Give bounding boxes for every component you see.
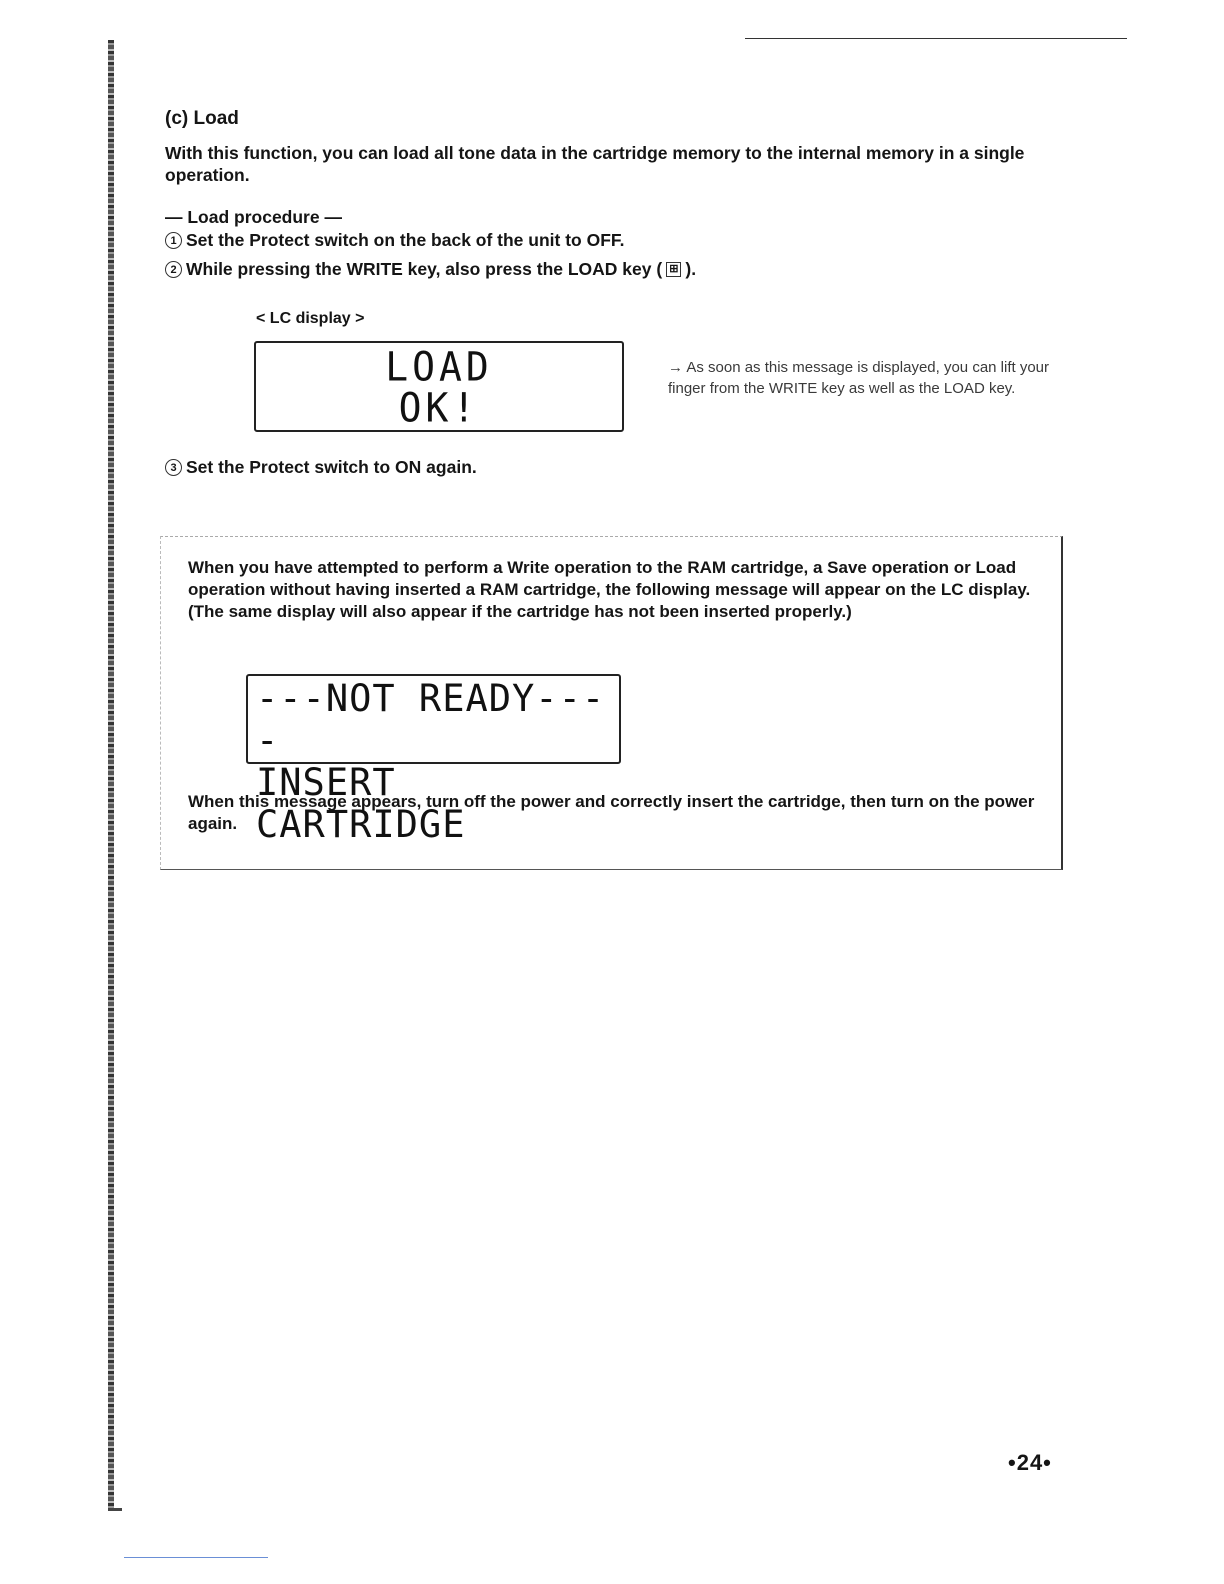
lcd-error-line-2: INSERT CARTRIDGE [256, 761, 466, 846]
step-text-3: Set the Protect switch to ON again. [186, 457, 477, 477]
section-heading: (c) Load [165, 108, 239, 129]
warning-text-2: When this message appears, turn off the power and correctly insert the cartridge, then turn on the power again. [188, 792, 1035, 833]
binding-edge-foot [108, 1508, 122, 1511]
lcd-not-ready-display [246, 674, 621, 846]
procedure-step-1 [165, 230, 625, 251]
step-number-1: 1 [165, 232, 182, 249]
bottom-rule [124, 1557, 268, 1558]
step-text-2-after: ). [685, 259, 697, 279]
intro-paragraph: With this function, you can load all tone data in the cartridge memory to the internal memory in a single operation. [165, 143, 1025, 185]
step-number-3: 3 [165, 459, 182, 476]
binding-edge [108, 40, 114, 1510]
load-key-icon: ⊞ [666, 262, 681, 277]
top-rule [745, 38, 1127, 39]
page-number: •24• [1008, 1450, 1052, 1475]
warning-text-1: When you have attempted to perform a Write operation to the RAM cartridge, a Save operation or Load operation without having inserted a RAM cartridge, the following message will appear on the LC display. (The same display will also appear if the cartridge has not been inserted properly.) [188, 558, 1031, 621]
procedure-step-3 [165, 457, 477, 478]
lcd-load-line-2: OK! [398, 384, 480, 432]
lcd-load-display [254, 341, 624, 432]
procedure-step-2 [165, 259, 696, 280]
lc-display-label: < LC display > [256, 310, 365, 327]
procedure-title: — Load procedure — [165, 207, 342, 227]
lcd-error-line-1: ---NOT READY---- [256, 677, 606, 762]
step-text-1: Set the Protect switch on the back of the unit to OFF. [186, 230, 625, 250]
step-number-2: 2 [165, 261, 182, 278]
lcd-note: → As soon as this message is displayed, you can lift your finger from the WRITE key as well as the LOAD key. [668, 359, 1050, 397]
lcd-load-line-1: LOAD [385, 343, 493, 391]
step-text-2-before: While pressing the WRITE key, also press the LOAD key ( [186, 259, 663, 279]
